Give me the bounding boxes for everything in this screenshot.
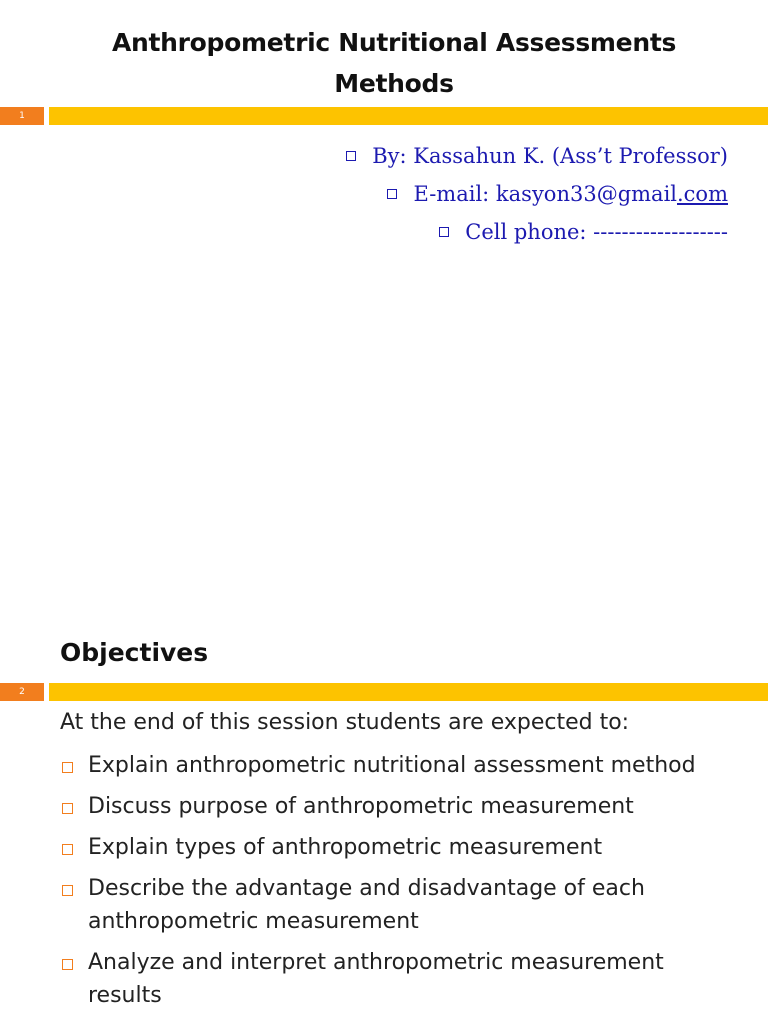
objectives-intro: At the end of this session students are expected to: [60,710,630,735]
slide-title: Objectives [60,638,209,667]
objective-text: Analyze and interpret anthropometric measurement results [88,950,664,1008]
list-item [60,790,740,823]
accent-bar [49,683,768,701]
slide-number: 2 [0,683,44,701]
accent-bar [49,107,768,125]
slide-header-bar [0,683,768,701]
list-item [60,749,740,782]
square-bullet-icon [62,959,73,970]
author-phone: Cell phone: ------------------- [465,220,728,244]
slide-title: Anthropometric Nutritional Assessments Methods [111,28,677,98]
square-bullet-icon [387,189,397,199]
slide-header-bar [0,107,768,125]
email-link[interactable]: .com [677,182,728,206]
slide-number: 1 [0,107,44,125]
author-name: By: Kassahun K. (Ass’t Professor) [372,144,728,168]
square-bullet-icon [62,885,73,896]
square-bullet-icon [439,227,449,237]
author-phone-item [346,213,728,251]
objectives-list [60,749,740,1020]
square-bullet-icon [346,151,356,161]
slide-2 [0,600,768,1024]
objective-text: Explain anthropometric nutritional assessment method [88,753,696,778]
square-bullet-icon [62,803,73,814]
list-item [60,872,740,938]
author-name-item [346,137,728,175]
objective-text: Describe the advantage and disadvantage of each anthropometric measurement [88,876,645,934]
objective-text: Explain types of anthropometric measurement [88,835,603,860]
square-bullet-icon [62,762,73,773]
list-item [60,831,740,864]
author-email-item [346,175,728,213]
list-item [60,946,740,1012]
author-email-prefix: E-mail: kasyon33@gmail [413,182,677,206]
objective-text: Discuss purpose of anthropometric measurement [88,794,634,819]
author-info-list [346,137,728,251]
square-bullet-icon [62,844,73,855]
